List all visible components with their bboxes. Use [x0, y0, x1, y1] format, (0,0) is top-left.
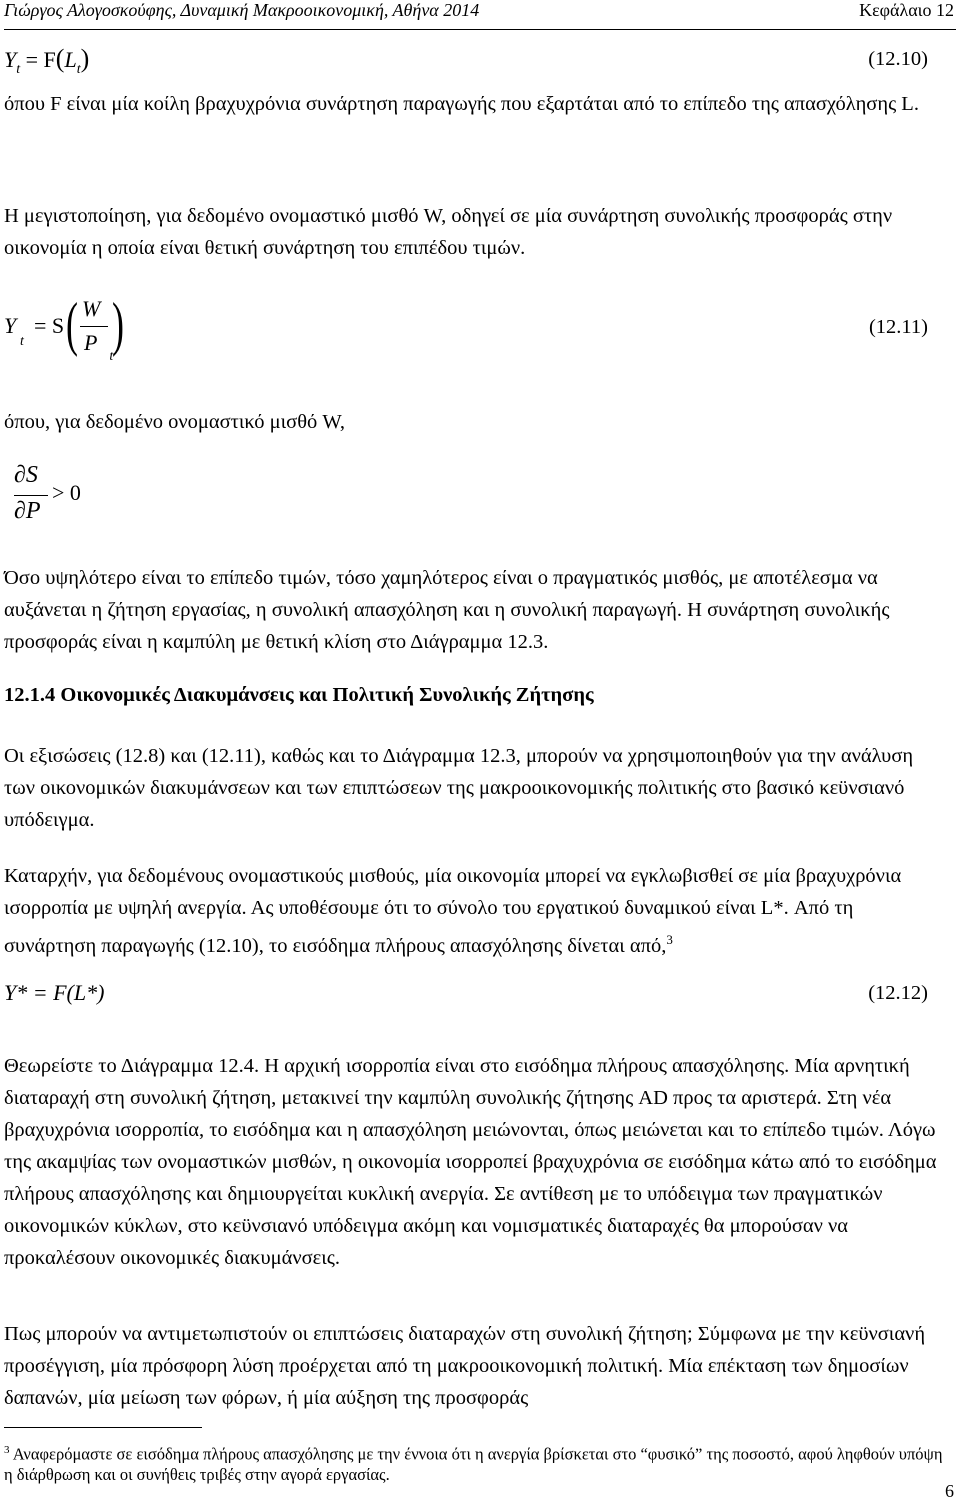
equation-12-12: Y* = F(L*) [4, 980, 105, 1005]
paragraph-policy-response: Πως μπορούν να αντιμετωπιστούν οι επιπτώσεις διαταραχών στη συνολική ζήτηση; Σύμφωνα με την κεϋνσιανή προσέγγιση, μία πρόσφορη λύση προέρχεται από τη μακροοικονομική πολιτική. Μία επέκταση των δημοσίων δαπανών, μία μείωση των φόρων, ή μία αύξηση της προσφοράς [4, 1323, 926, 1409]
footnote-rule [4, 1427, 202, 1428]
running-header-left: Γιώργος Αλογοσκούφης, Δυναμική Μακροοικονομική, Αθήνα 2014 [4, 0, 480, 20]
equation-12-11: Y $_t$ = S ( W P $_t$ ) [4, 291, 124, 364]
equation-number-12-10: (12.10) [868, 48, 928, 70]
paragraph-negative-shock: Θεωρείστε το Διάγραμμα 12.4. Η αρχική ισορροπία είναι στο εισόδημα πλήρους απασχόλησης. Μία αρνητική διαταραχή στη συνολική ζήτηση, μετακινεί την καμπύλη συνολικής ζήτησης AD προς τα αριστερά. Στη νέα βραχυχρόνια ισορροπία, το εισόδημα και η απασχόληση μειώνονται, όπως μειώνεται και το επίπεδο τιμών. Λόγω της ακαμψίας των ονομαστικών μισθών, η οικονομία ισορροπεί βραχυχρόνια σε εισόδημα κάτω από το εισόδημα πλήρους απασχόλησης και δημιουργείται κυκλική ανεργία. Σε αντίθεση με το υπόδειγμα των πραγματικών οικονομικών κύκλων, στο κεϋνσιανό υπόδειγμα ακόμη και νομισματικές διαταραχές θα μπορούσαν να προκαλέσουν οικονομικές διακυμάνσεις. [4, 1055, 937, 1269]
section-heading: 12.1.4 Οικονομικές Διακυμάνσεις και Πολιτική Συνολικής Ζήτησης [4, 684, 594, 706]
paragraph-equations-use: Οι εξισώσεις (12.8) και (12.11), καθώς και το Διάγραμμα 12.3, μπορούν να χρησιμοποιηθούν για την ανάλυση των οικονομικών διακυμάνσεων και των επιπτώσεων της μακροοικονομικής πολιτικής στο βασικό κεϋνσιανό υπόδειγμα. [4, 745, 914, 831]
equation-partial-derivative: ∂S ∂P > 0 [14, 462, 81, 524]
equation-number-12-12: (12.12) [868, 982, 928, 1004]
paragraph-aggregate-supply: Η μεγιστοποίηση, για δεδομένο ονομαστικό μισθό W, οδηγεί σε μία συνάρτηση συνολικής προσφοράς στην οικονομία η οποία είναι θετική συνάρτηση του επιπέδου τιμών. [4, 205, 893, 259]
header-rule [4, 29, 956, 30]
paragraph-production-function: όπου F είναι μία κοίλη βραχυχρόνια συνάρτηση παραγωγής που εξαρτάται από το επίπεδο της απασχόλησης L. [4, 93, 919, 115]
equation-number-12-11: (12.11) [868, 316, 928, 338]
paragraph-unemployment-equilibrium: Καταρχήν, για δεδομένους ονομαστικούς μισθούς, μία οικονομία μπορεί να εγκλωβισθεί σε μία βραχυχρόνια ισορροπία με υψηλή ανεργία. Ας υποθέσουμε ότι το σύνολο του εργατικού δυναμικού είναι L*. Από τη συνάρτηση παραγωγής (12.10), το εισόδημα πλήρους απασχόλησης δίνεται από,$^3$ [4, 865, 902, 957]
paragraph-given-wage: όπου, για δεδομένο ονομαστικό μισθό W, [4, 411, 346, 433]
paragraph-price-level-effect: Όσο υψηλότερο είναι το επίπεδο τιμών, τόσο χαμηλότερος είναι ο πραγματικός μισθός, με αποτέλεσμα να αυξάνεται η ζήτηση εργασίας, η συνολική απασχόληση και η συνολική παραγωγή. Η συνάρτηση συνολικής προσφοράς είναι η καμπύλη με θετική κλίση στο Διάγραμμα 12.3. [4, 567, 890, 653]
page-number: 6 [945, 1481, 954, 1501]
equation-12-10: $Y_t = F(L_t)$ [4, 44, 90, 77]
footnote-reference: 3 [666, 932, 673, 947]
footnote: $^3$ Αναφερόμαστε σε εισόδημα πλήρους απασχόλησης με την έννοια ότι η ανεργία βρίσκεται στο “φυσικό” της ποσοστό, αφού ληφθούν υπόψη η διάρθρωση και οι συνήθεις τριβές στην αγορά εργασίας. [4, 1444, 943, 1484]
running-header-right: Κεφάλαιο 12 [859, 0, 954, 20]
